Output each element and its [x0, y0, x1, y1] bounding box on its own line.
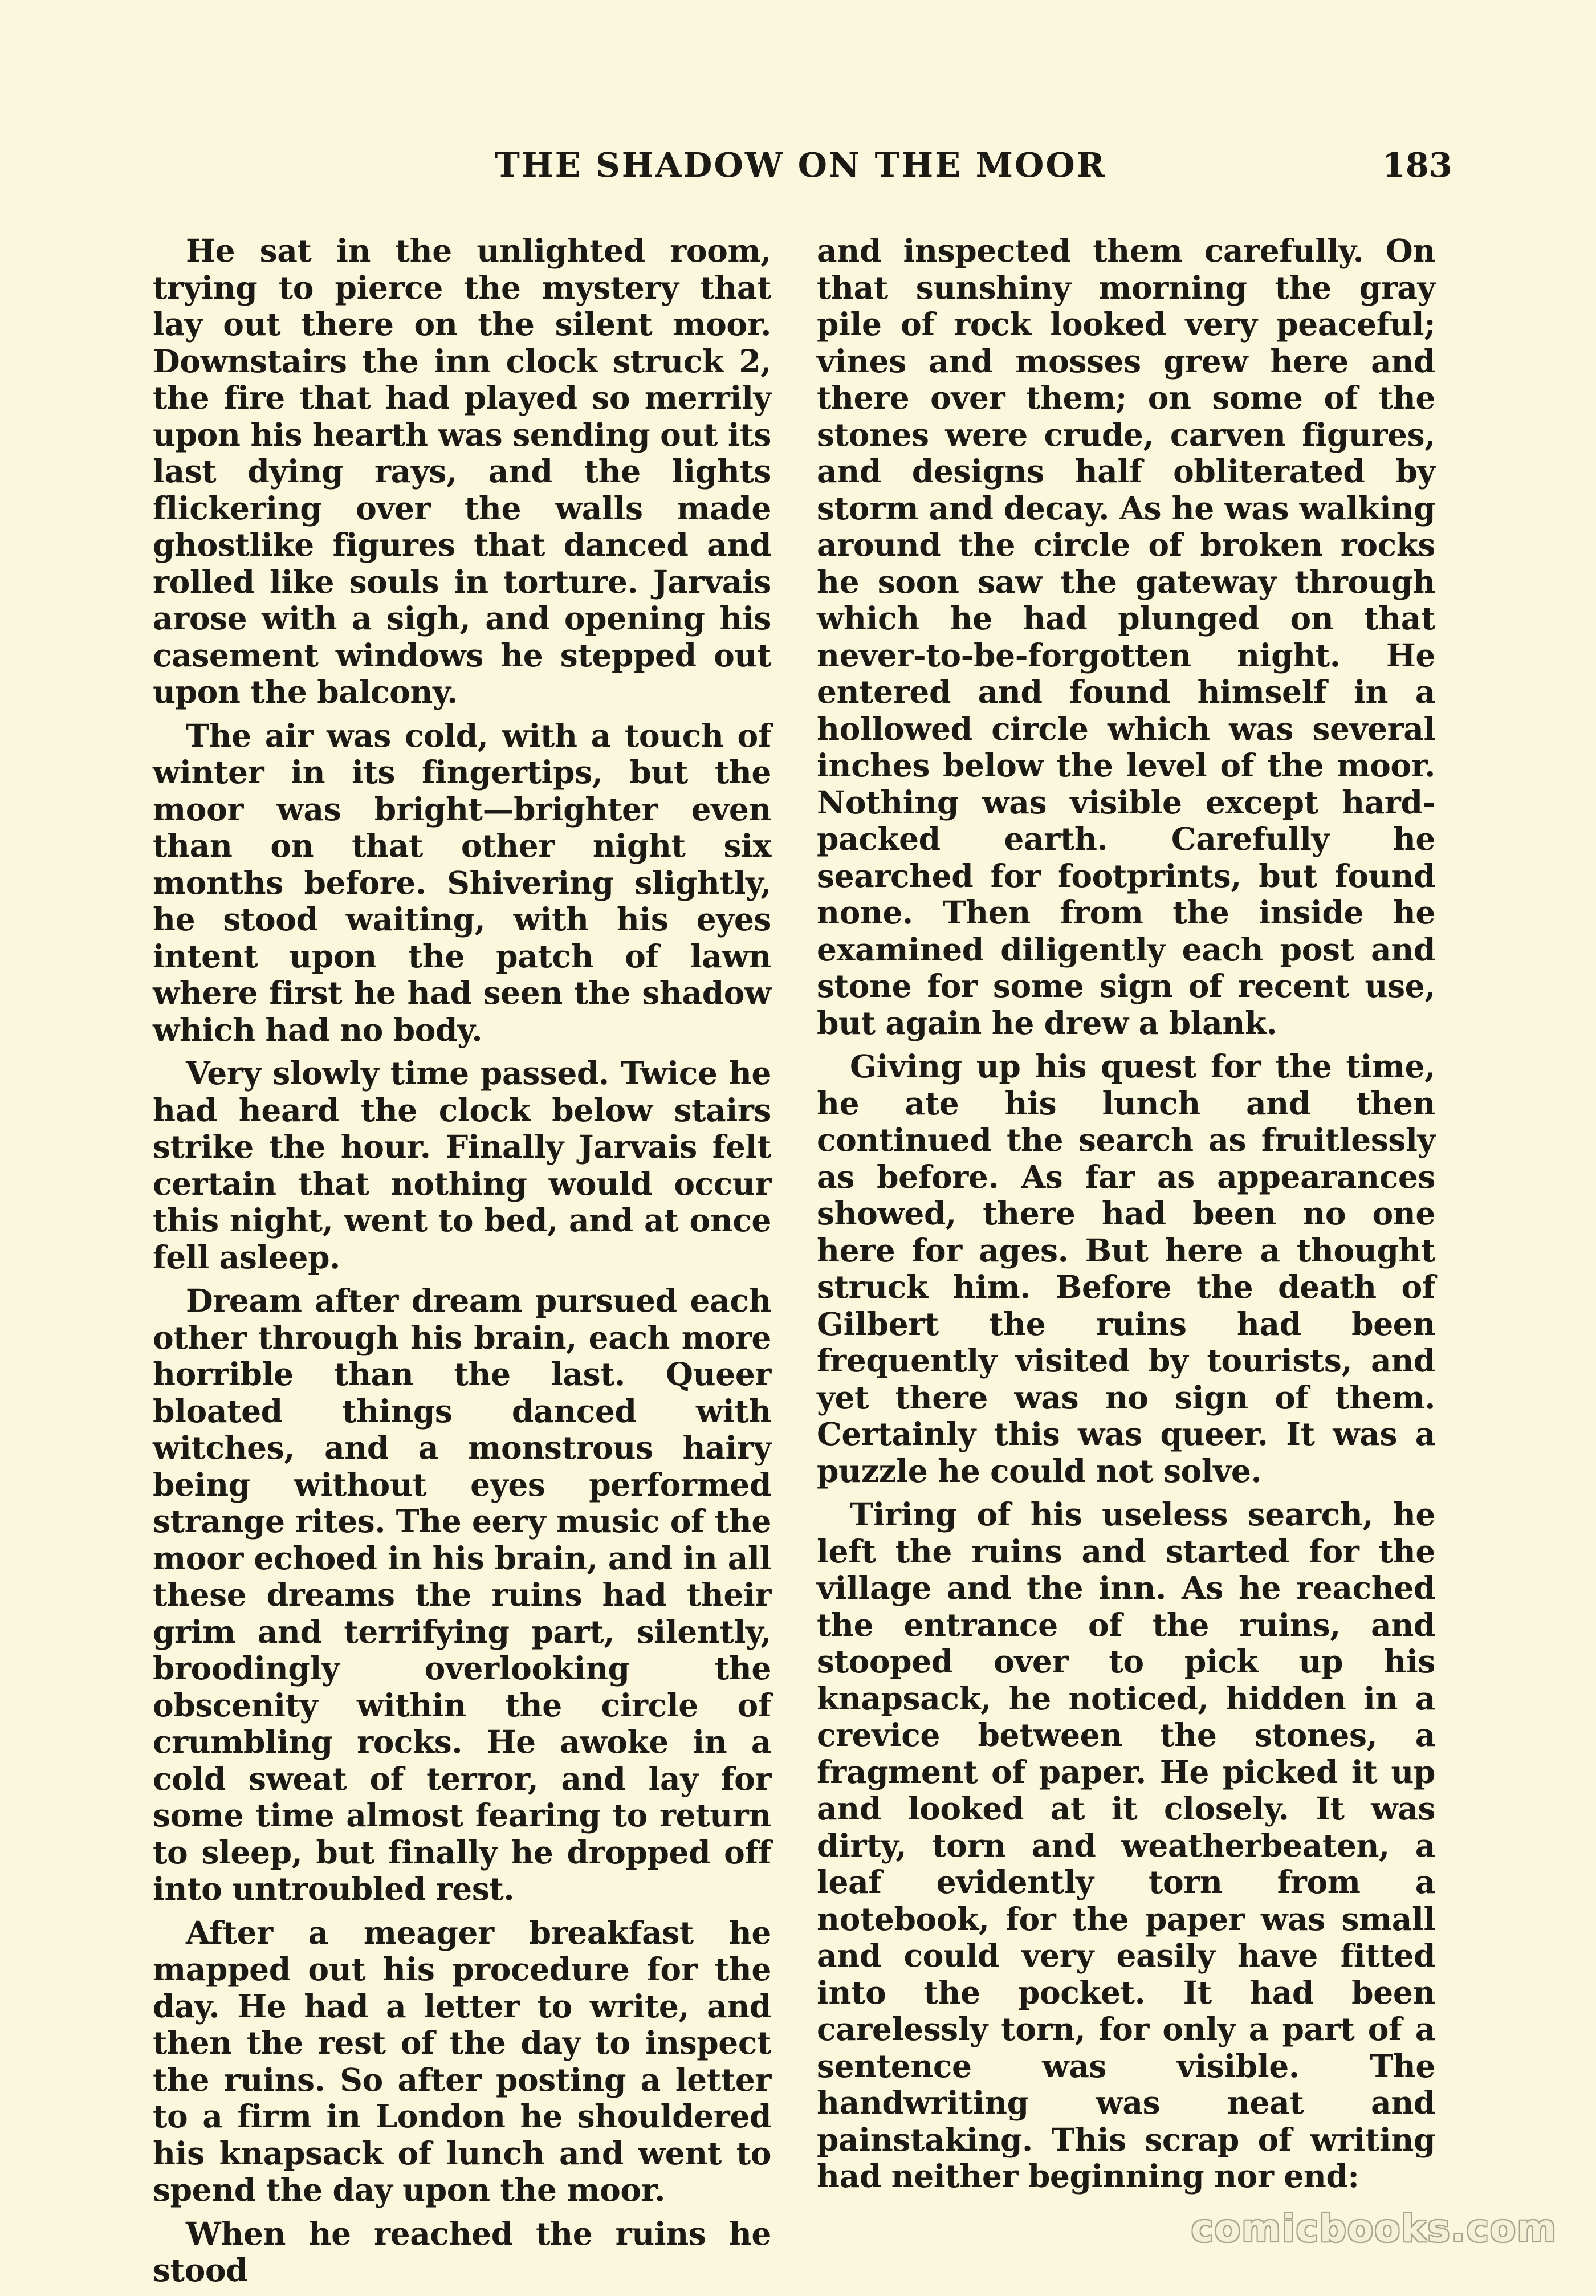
paragraph: When he reached the ruins he stood — [153, 2214, 771, 2289]
paragraph: Tiring of his useless search, he left the ruins and started for the village and the inn. As he reached the entrance of the ruins, and stooped over to pick up his knapsack, he noticed, hidden in a crevice between the stones, a fragment of paper. He picked it up and looked at it closely. It was dirty, torn and weatherbeaten, a leaf evidently torn from a notebook, for the paper was small and could very easily have fitted into the pocket. It had been carelessly torn, for only a part of a sentence was visible. The handwriting was neat and painstaking. This scrap of writing had neither beginning nor end: — [817, 1496, 1435, 2195]
running-head — [153, 145, 1452, 191]
paragraph: Very slowly time passed. Twice he had heard the clock below stairs strike the hour. Finally Jarvais felt certain that nothing would occur this night, went to bed, and at once fell asleep. — [153, 1055, 771, 1276]
paragraph: The air was cold, with a touch of winter in its fingertips, but the moor was bright—brighter even than on that other night six months before. Shivering slightly, he stood waiting, with his eyes intent upon the patch of lawn where first he had seen the shadow which had no body. — [153, 717, 771, 1048]
site-watermark: comicbooks.com — [1191, 2207, 1557, 2250]
page-number: 183 — [1382, 145, 1452, 185]
paragraph: After a meager breakfast he mapped out his procedure for the day. He had a letter to write, and then the rest of the day to inspect the ruins. So after posting a letter to a firm in London he shouldered his knapsack of lunch and went to spend the day upon the moor. — [153, 1914, 771, 2208]
running-title: THE SHADOW ON THE MOOR — [495, 145, 1106, 185]
right-column — [817, 233, 1435, 2202]
paragraph: He sat in the unlighted room, trying to pierce the mystery that lay out there on the silent moor. Downstairs the inn clock struck 2, the fire that had played so merrily upon his hearth was sending out its last dying rays, and the lights flickering over the walls made ghostlike figures that danced and rolled like souls in torture. Jarvais arose with a sigh, and opening his casement windows he stepped out upon the balcony. — [153, 232, 771, 710]
paragraph: Giving up his quest for the time, he ate his lunch and then continued the search as fruitlessly as before. As far as appearances showed, there had been no one here for ages. But here a thought struck him. Before the death of Gilbert the ruins had been frequently visited by tourists, and yet there was no sign of them. Certainly this was queer. It was a puzzle he could not solve. — [817, 1048, 1435, 1489]
paragraph-continued: and inspected them carefully. On that sunshiny morning the gray pile of rock looked very peaceful; vines and mosses grew here and there over them; on some of the stones were crude, carven figures, and designs half obliterated by storm and decay. As he was walking around the circle of broken rocks he soon saw the gateway through which he had plunged on that never-to-be-forgotten night. He entered and found himself in a hollowed circle which was several inches below the level of the moor. Nothing was visible except hard-packed earth. Carefully he searched for footprints, but found none. Then from the inside he examined diligently each post and stone for some sign of recent use, but again he drew a blank. — [817, 232, 1435, 1041]
left-column — [153, 233, 771, 2296]
paragraph: Dream after dream pursued each other through his brain, each more horrible than the last. Queer bloated things danced with witches, and a monstrous hairy being without eyes performed strange rites. The eery music of the moor echoed in his brain, and in all these dreams the ruins had their grim and terrifying part, silently, broodingly overlooking the obscenity within the circle of crumbling rocks. He awoke in a cold sweat of terror, and lay for some time almost fearing to return to sleep, but finally he dropped off into untroubled rest. — [153, 1282, 771, 1907]
